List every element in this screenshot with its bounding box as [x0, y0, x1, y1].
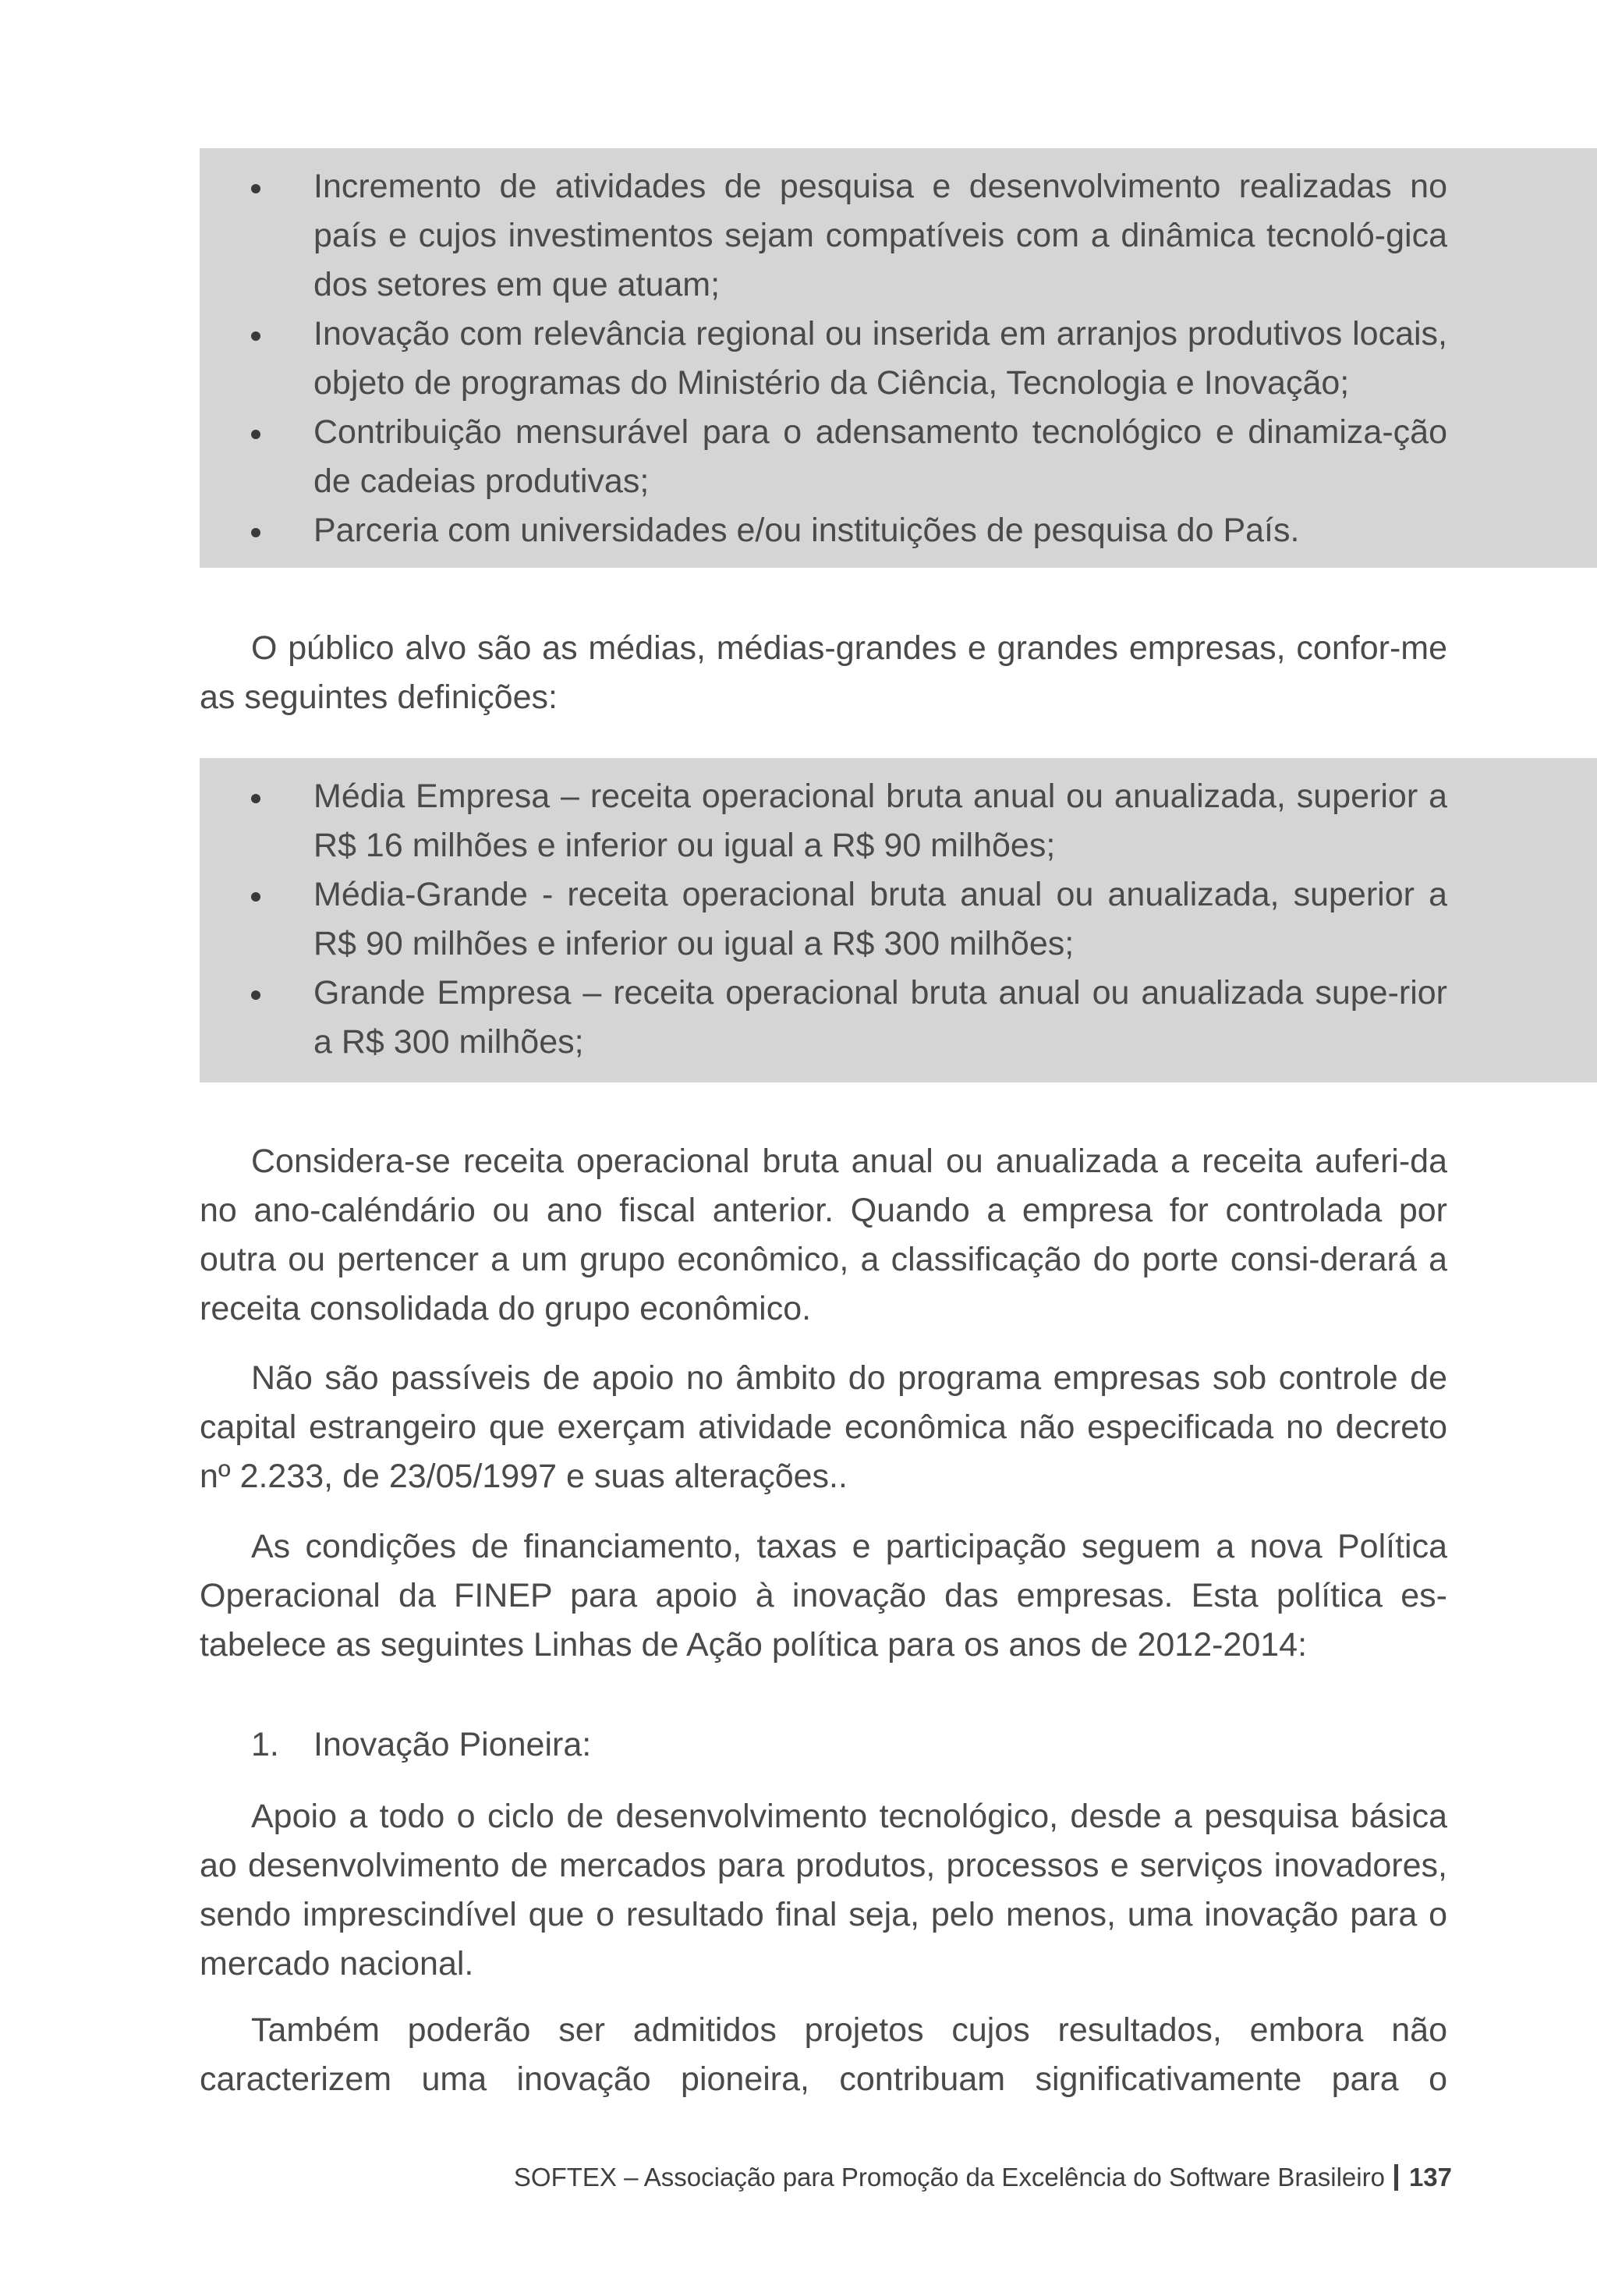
paragraph-revenue-definition: Considera-se receita operacional bruta anual ou anualizada a receita auferi-da no ano-caléndário ou ano fiscal anterior. Quando a empresa for controlada por outra ou pertencer a um grupo econômico, a classificação do porte consi-derará a receita consolidada do grupo econômico.: [200, 1143, 1447, 1327]
bullet-item: [200, 772, 1447, 870]
bullet-text: Grande Empresa – receita operacional bruta anual ou anualizada supe-rior a R$ 300 milhões;: [313, 974, 1447, 1061]
item-heading: Inovação Pioneira:: [313, 1726, 592, 1763]
bullet-item: [200, 162, 1447, 310]
paragraph-foreign-capital: Não são passíveis de apoio no âmbito do programa empresas sob controle de capital estrangeiro que exerçam atividade econômica não especificada no decreto nº 2.233, de 23/05/1997 e suas alterações..: [200, 1359, 1447, 1495]
bullet-dot-icon: [251, 528, 260, 537]
paragraph-financing-conditions: As condições de financiamento, taxas e participação seguem a nova Política Operacional da FINEP para apoio à inovação das empresas. Esta política es-tabelece as seguintes Linhas de Ação política para os anos de 2012-2014:: [200, 1528, 1447, 1664]
bullet-dot-icon: [251, 430, 260, 439]
bullet-text: Média Empresa – receita operacional bruta anual ou anualizada, superior a R$ 16 milhões e inferior ou igual a R$ 90 milhões;: [313, 778, 1447, 864]
bullet-dot-icon: [251, 892, 260, 902]
bullet-text: Contribuição mensurável para o adensamento tecnológico e dinamiza-ção de cadeias produtivas;: [313, 413, 1447, 500]
bullet-text: Inovação com relevância regional ou inserida em arranjos produtivos locais, objeto de programas do Ministério da Ciência, Tecnologia e Inovação;: [313, 315, 1447, 402]
criteria-bullet-list: [200, 162, 1447, 555]
footer-separator: [1394, 2164, 1398, 2191]
paragraph-continuation: Também poderão ser admitidos projetos cujos resultados, embora não caracterizem uma inovação pioneira, contribuam significativamente para o: [200, 2011, 1447, 2098]
bullet-item: [200, 506, 1447, 555]
bullet-text: Parceria com universidades e/ou instituições de pesquisa do País.: [313, 512, 1300, 549]
page-number: 137: [1408, 2163, 1452, 2191]
item-number: 1.: [251, 1726, 279, 1763]
bullet-item: [200, 870, 1447, 969]
paragraph-target-audience: O público alvo são as médias, médias-grandes e grandes empresas, confor-me as seguintes definições:: [200, 629, 1447, 716]
footer-publisher: SOFTEX – Associação para Promoção da Excelência do Software Brasileiro: [513, 2163, 1385, 2191]
bullet-text: Incremento de atividades de pesquisa e desenvolvimento realizadas no país e cujos investimentos sejam compatíveis com a dinâmica tecnoló-gica dos setores em que atuam;: [313, 168, 1447, 303]
page-footer: [514, 2160, 1452, 2195]
paragraph-pioneer-innovation: Apoio a todo o ciclo de desenvolvimento tecnológico, desde a pesquisa básica ao desenvolvimento de mercados para produtos, processos e serviços inovadores, sendo imprescindível que o resultado final seja, pelo menos, uma inovação para o mercado nacional.: [200, 1798, 1447, 1982]
company-size-bullet-list: [200, 772, 1447, 1067]
bullet-dot-icon: [251, 331, 260, 341]
bullet-item: [200, 408, 1447, 506]
bullet-text: Média-Grande - receita operacional bruta anual ou anualizada, superior a R$ 90 milhões e inferior ou igual a R$ 300 milhões;: [313, 876, 1447, 962]
bullet-dot-icon: [251, 184, 260, 193]
bullet-dot-icon: [251, 990, 260, 1000]
bullet-item: [200, 969, 1447, 1067]
bullet-item: [200, 310, 1447, 408]
bullet-dot-icon: [251, 794, 260, 803]
